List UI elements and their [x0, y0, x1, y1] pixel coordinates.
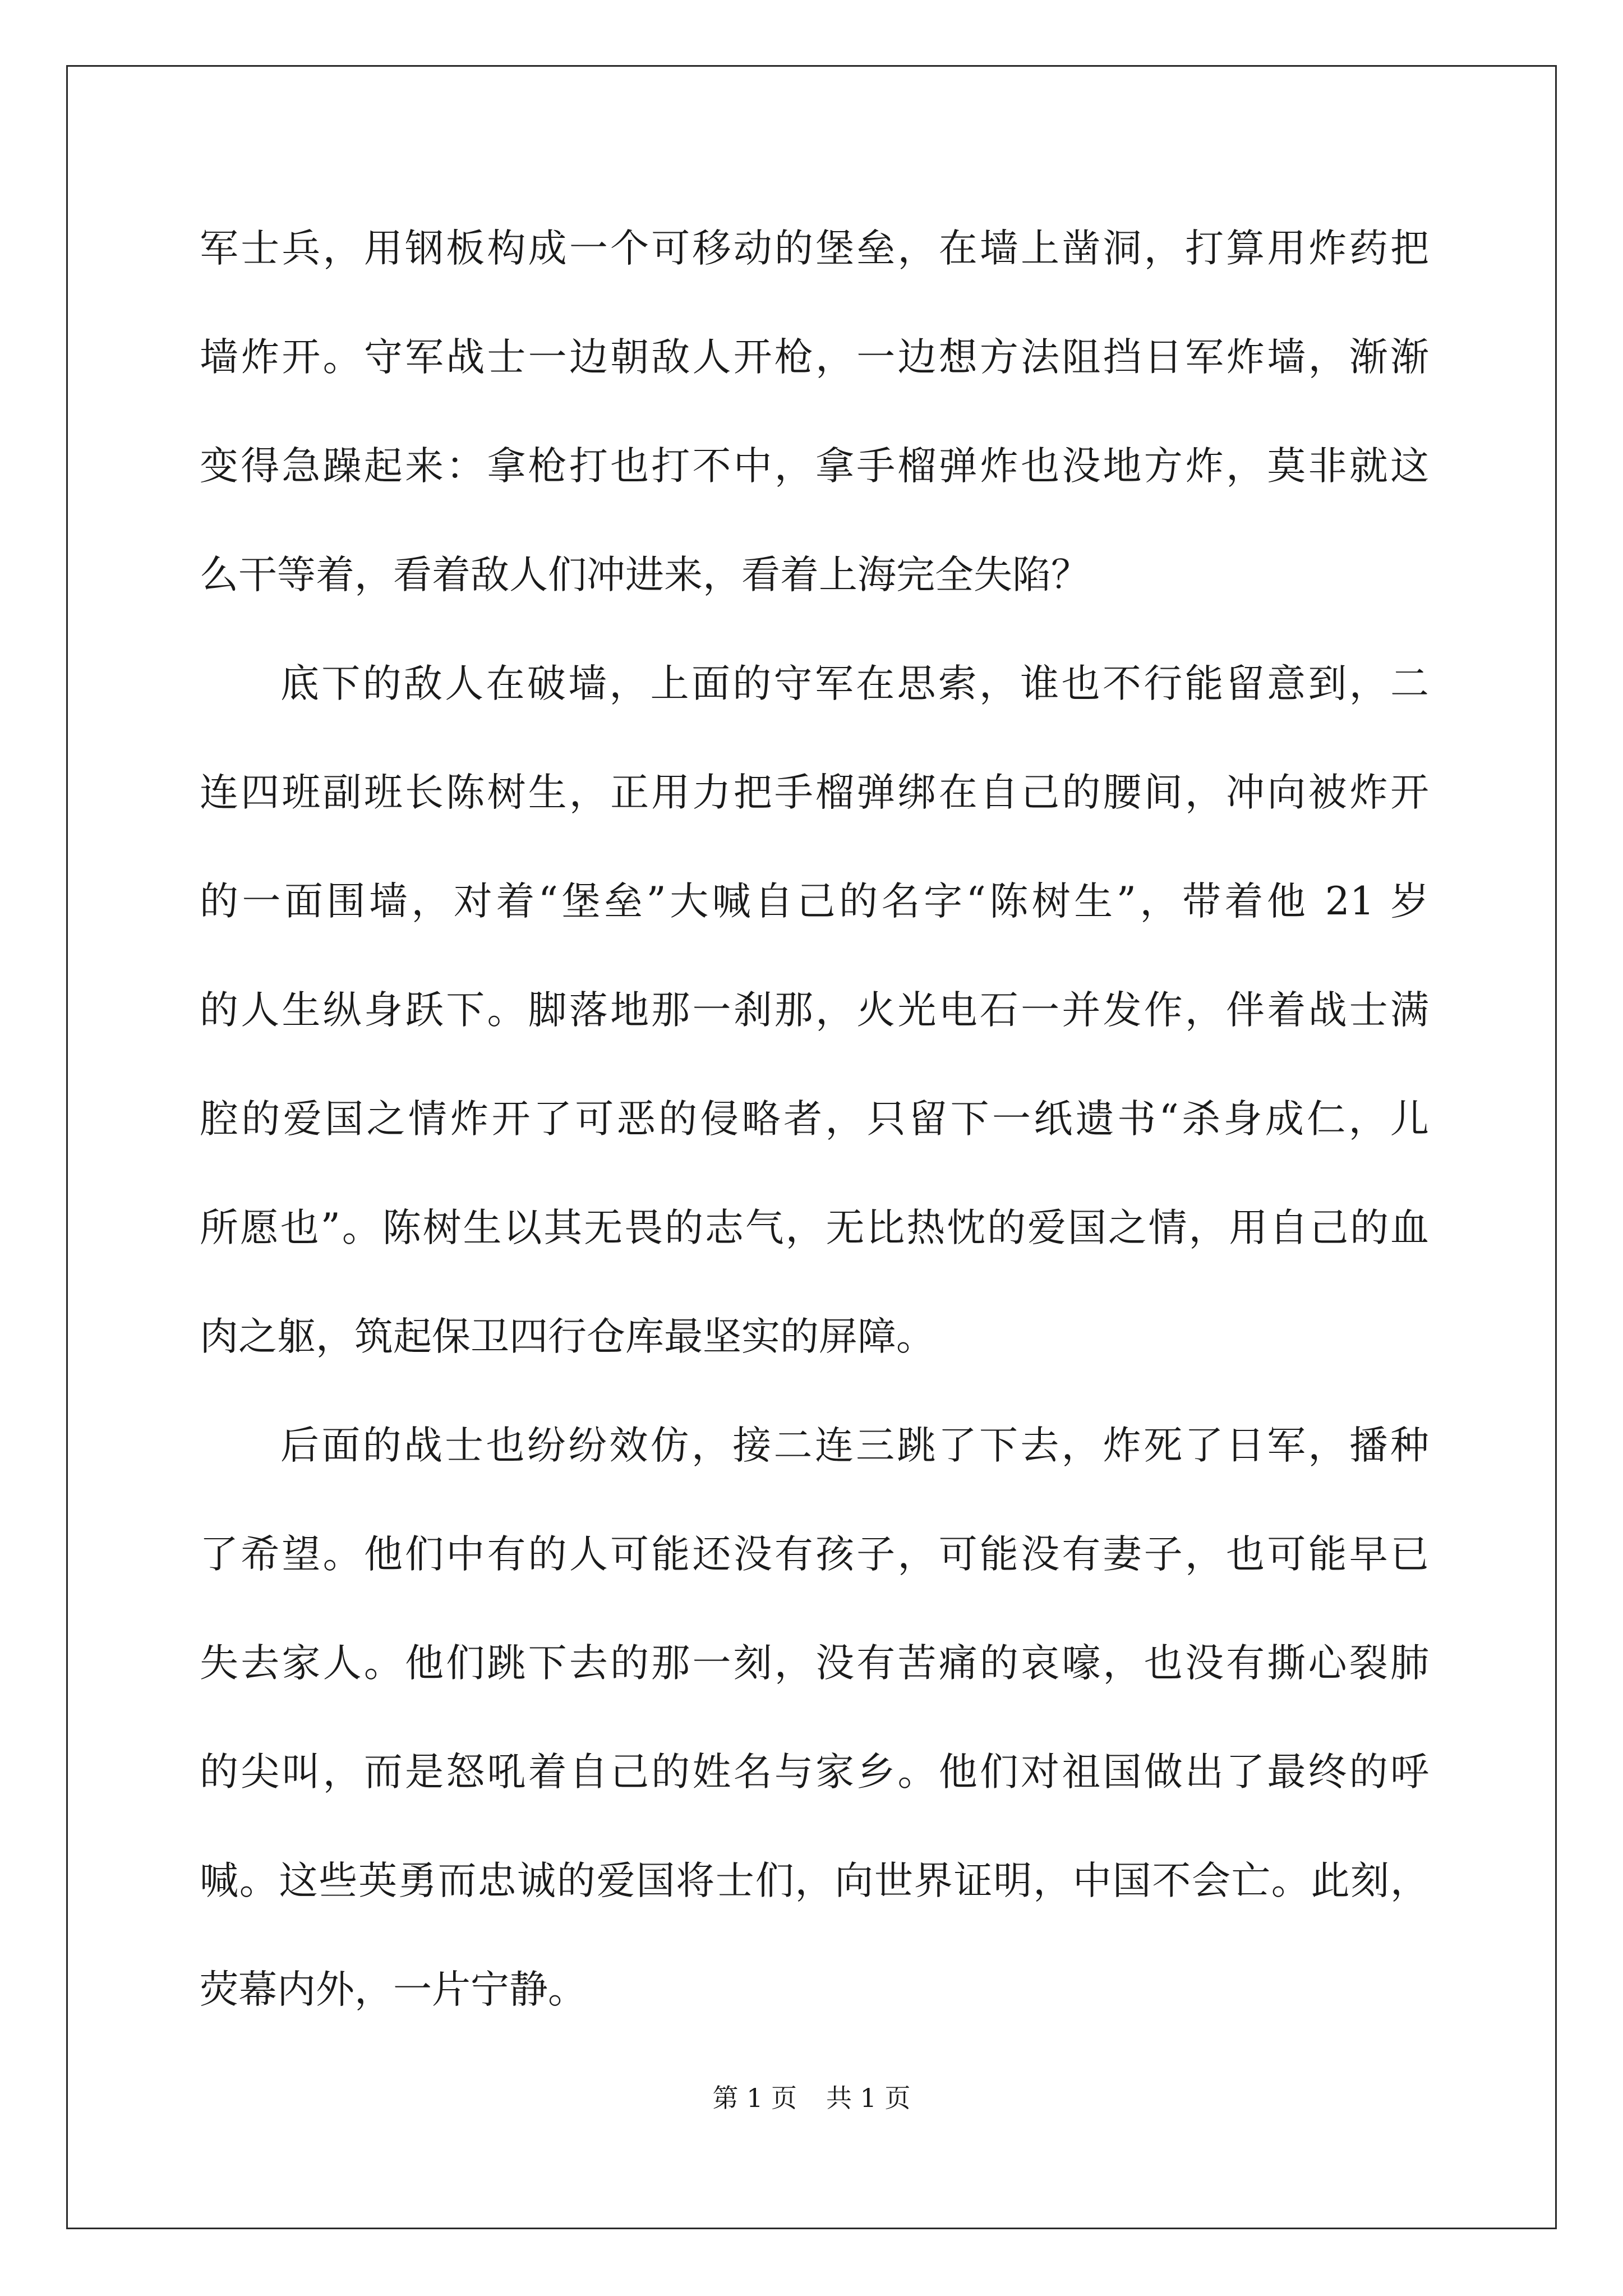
text-line: 腔的爱国之情炸开了可恶的侵略者，只留下一纸遗书“杀身成仁，儿: [200, 1097, 1429, 1142]
page-total: 共 1 页: [826, 2083, 911, 2113]
text-line: 的尖叫，而是怒吼着自己的姓名与家乡。他们对祖国做出了最终的呼: [200, 1750, 1429, 1795]
text-line: 的人生纵身跃下。脚落地那一刹那，火光电石一并发作，伴着战士满: [200, 988, 1429, 1033]
text-line: 喊。这些英勇而忠诚的爱国将士们，向世界证明，中国不会亡。此刻，: [200, 1858, 1429, 1903]
page-footer: [0, 2081, 1623, 2115]
text-line: 所愿也”。陈树生以其无畏的志气，无比热忱的爱国之情，用自己的血: [200, 1205, 1429, 1250]
text-line: 军士兵，用钢板构成一个可移动的堡垒，在墙上凿洞，打算用炸药把: [200, 226, 1429, 271]
text-line: 么干等着，看着敌人们冲进来，看着上海完全失陷？: [200, 553, 1090, 597]
text-line: 了希望。他们中有的人可能还没有孩子，可能没有妻子，也可能早已: [200, 1532, 1429, 1577]
text-line: 变得急躁起来：拿枪打也打不中，拿手榴弹炸也没地方炸，莫非就这: [200, 444, 1429, 489]
document-body: [200, 194, 1429, 2044]
text-line: 后面的战士也纷纷效仿，接二连三跳了下去，炸死了日军，播种: [280, 1423, 1429, 1468]
text-line: 连四班副班长陈树生，正用力把手榴弹绑在自己的腰间，冲向被炸开: [200, 770, 1429, 815]
page-number: 第 1 页: [712, 2083, 797, 2113]
text-line: 失去家人。他们跳下去的那一刻，没有苦痛的哀嚎，也没有撕心裂肺: [200, 1641, 1429, 1686]
text-line: 墙炸开。守军战士一边朝敌人开枪，一边想方法阻挡日军炸墙，渐渐: [200, 335, 1429, 380]
text-line: 荧幕内外，一片宁静。: [200, 1967, 587, 2012]
text-line: 的一面围墙，对着“堡垒”大喊自己的名字“陈树生”，带着他 21 岁: [200, 879, 1429, 924]
text-line: 肉之躯，筑起保卫四行仓库最坚实的屏障。: [200, 1314, 935, 1359]
text-line: 底下的敌人在破墙，上面的守军在思索，谁也不行能留意到，二: [280, 661, 1429, 706]
